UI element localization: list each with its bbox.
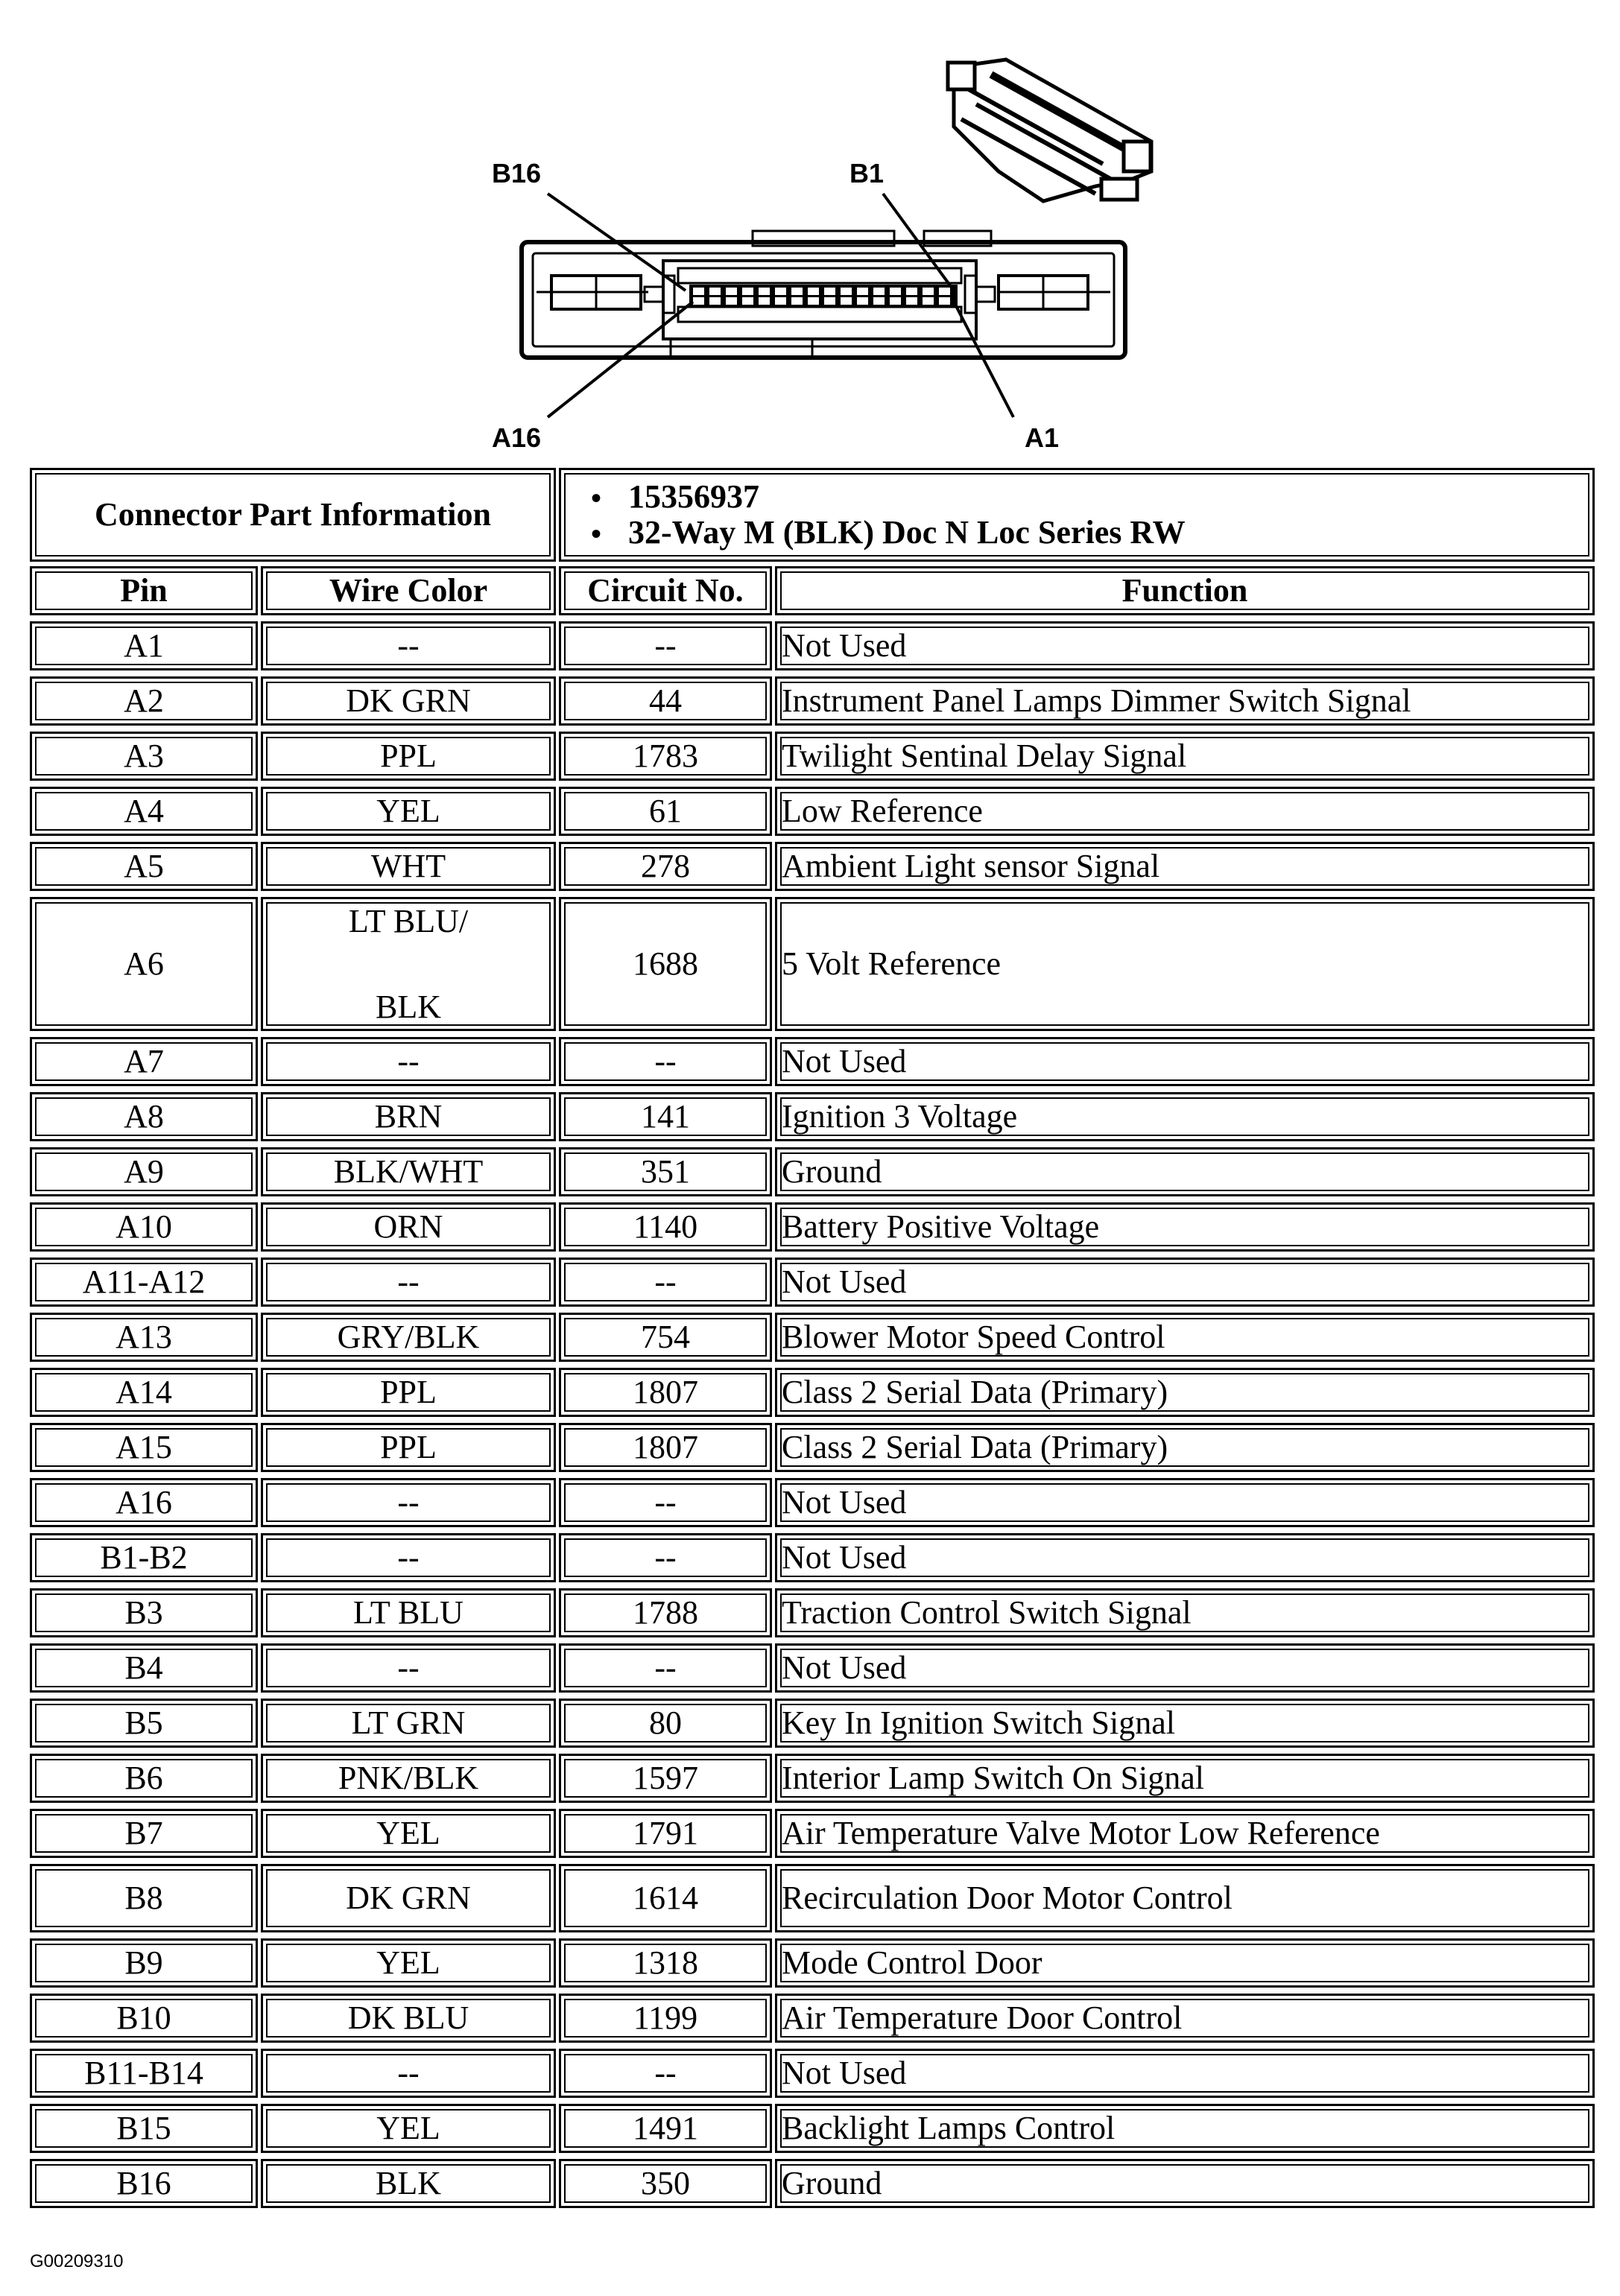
cell-function: [775, 732, 1595, 781]
row-circuit-text: 141: [641, 1097, 690, 1135]
row-wire-text: --: [397, 2054, 420, 2091]
cell-wire: [261, 676, 556, 726]
row-wire-text: DK GRN: [346, 1879, 471, 1916]
row-function-text: Class 2 Serial Data (Primary): [782, 1428, 1168, 1465]
cell-pin: [30, 1092, 258, 1141]
cell-circuit: [559, 1478, 772, 1527]
cell-wire: [261, 1423, 556, 1472]
cell-pin: [30, 2104, 258, 2153]
cell-function: [775, 1258, 1595, 1307]
cell-wire: [261, 1478, 556, 1527]
row-circuit-text: 350: [641, 2164, 690, 2201]
cell-circuit: [559, 1864, 772, 1932]
row-pin-text: A3: [124, 737, 164, 774]
cell-wire: [261, 842, 556, 891]
row-pin-text: B3: [124, 1593, 163, 1631]
connector-info-label-cell: [30, 468, 556, 562]
row-wire-text: YEL: [376, 1944, 440, 1981]
cell-pin: [30, 1643, 258, 1693]
row-circuit-text: --: [654, 2054, 677, 2091]
cell-circuit: [559, 1092, 772, 1141]
cell-circuit: [559, 1643, 772, 1693]
row-circuit-text: 1491: [633, 2109, 698, 2146]
cell-pin: [30, 1938, 258, 1988]
row-circuit-text: 80: [649, 1704, 682, 1741]
cell-pin: [30, 1037, 258, 1086]
row-wire-text: --: [397, 1538, 420, 1576]
cell-circuit: [559, 1809, 772, 1858]
cell-pin: [30, 2159, 258, 2208]
row-circuit-text: 1318: [633, 1944, 698, 1981]
cell-circuit: [559, 1533, 772, 1582]
row-circuit-text: 1614: [633, 1879, 698, 1916]
cell-wire: [261, 621, 556, 670]
cell-function: [775, 1092, 1595, 1141]
row-pin-text: A16: [116, 1483, 172, 1520]
cell-wire: [261, 1754, 556, 1803]
row-wire-text: YEL: [376, 792, 440, 829]
cell-function: [775, 1643, 1595, 1693]
row-circuit-text: --: [654, 1483, 677, 1520]
row-pin-text: A13: [116, 1318, 172, 1355]
cell-pin: [30, 1533, 258, 1582]
row-pin-text: A6: [124, 945, 164, 982]
row-pin-text: B8: [124, 1879, 163, 1916]
row-circuit-text: --: [654, 1649, 677, 1686]
row-pin-text: A2: [124, 682, 164, 719]
cell-circuit: [559, 676, 772, 726]
cell-wire: [261, 1643, 556, 1693]
cell-wire: [261, 787, 556, 836]
row-circuit-text: 754: [641, 1318, 690, 1355]
row-pin-text: B10: [116, 1999, 171, 2036]
row-circuit-text: 1597: [633, 1759, 698, 1796]
cell-circuit: [559, 1938, 772, 1988]
cell-function: [775, 2049, 1595, 2098]
row-pin-text: B5: [124, 1704, 163, 1741]
row-pin-text: B16: [116, 2164, 171, 2201]
row-pin-text: A11-A12: [82, 1263, 206, 1300]
cell-pin: [30, 1368, 258, 1417]
row-circuit-text: --: [654, 627, 677, 664]
row-function-text: Ambient Light sensor Signal: [782, 847, 1160, 884]
column-header-circuit: Circuit No.: [587, 571, 744, 609]
cell-function: [775, 1938, 1595, 1988]
row-function-text: Traction Control Switch Signal: [782, 1593, 1192, 1631]
row-function-text: Not Used: [782, 1649, 907, 1686]
row-circuit-text: 278: [641, 847, 690, 884]
connector-info-values-cell: [559, 468, 1595, 562]
row-function-text: Class 2 Serial Data (Primary): [782, 1373, 1168, 1410]
connector-drawing: [477, 45, 1192, 462]
cell-circuit: [559, 897, 772, 1031]
row-circuit-text: 1807: [633, 1428, 698, 1465]
row-function-text: Low Reference: [782, 792, 983, 829]
label-b16: B16: [492, 158, 542, 188]
cell-pin: [30, 1994, 258, 2043]
cell-function: [775, 1994, 1595, 2043]
row-pin-text: A1: [124, 627, 164, 664]
cell-function: [775, 1588, 1595, 1637]
row-wire-text: DK GRN: [346, 682, 471, 719]
cell-wire: [261, 1533, 556, 1582]
row-circuit-text: 1788: [633, 1593, 698, 1631]
row-circuit-text: 1688: [633, 945, 698, 982]
row-circuit-text: 1783: [633, 737, 698, 774]
label-a1: A1: [1025, 422, 1060, 453]
cell-circuit: [559, 732, 772, 781]
cell-circuit: [559, 1588, 772, 1637]
cell-function: [775, 1809, 1595, 1858]
cell-function: [775, 1864, 1595, 1932]
cell-circuit: [559, 842, 772, 891]
row-wire-text: LT BLU/ BLK: [348, 903, 469, 1025]
connector-description: 32-Way M (BLK) Doc N Loc Series RW: [628, 514, 1186, 551]
row-wire-text: ORN: [373, 1208, 443, 1245]
row-wire-text: --: [397, 627, 420, 664]
column-header-wire: Wire Color: [329, 571, 488, 609]
cell-wire: [261, 2104, 556, 2153]
cell-function: [775, 787, 1595, 836]
cell-wire: [261, 1202, 556, 1252]
cell-function: [775, 621, 1595, 670]
cell-circuit: [559, 2159, 772, 2208]
cell-function: [775, 1533, 1595, 1582]
row-circuit-text: 1791: [633, 1814, 698, 1851]
cell-function: [775, 1147, 1595, 1196]
row-wire-text: DK BLU: [347, 1999, 469, 2036]
header-circuit: [559, 566, 772, 615]
cell-pin: [30, 1423, 258, 1472]
cell-pin: [30, 2049, 258, 2098]
cell-pin: [30, 1699, 258, 1748]
cell-function: [775, 2159, 1595, 2208]
cell-function: [775, 1037, 1595, 1086]
cell-function: [775, 1313, 1595, 1362]
figure-id: G00209310: [30, 2251, 124, 2271]
row-wire-text: --: [397, 1042, 420, 1079]
row-pin-text: A5: [124, 847, 164, 884]
cell-wire: [261, 1147, 556, 1196]
cell-function: [775, 1423, 1595, 1472]
cell-wire: [261, 2159, 556, 2208]
row-pin-text: B7: [124, 1814, 163, 1851]
header-function: [775, 566, 1595, 615]
cell-pin: [30, 787, 258, 836]
row-wire-text: WHT: [370, 847, 446, 884]
row-wire-text: LT GRN: [351, 1704, 466, 1741]
row-wire-text: PPL: [380, 737, 437, 774]
cell-function: [775, 1368, 1595, 1417]
cell-function: [775, 1699, 1595, 1748]
row-pin-text: B1-B2: [100, 1538, 188, 1576]
cell-pin: [30, 732, 258, 781]
cell-wire: [261, 1092, 556, 1141]
column-header-function: Function: [1121, 571, 1248, 609]
row-function-text: Recirculation Door Motor Control: [782, 1879, 1233, 1916]
row-function-text: Key In Ignition Switch Signal: [782, 1704, 1175, 1741]
cell-circuit: [559, 1313, 772, 1362]
cell-pin: [30, 1258, 258, 1307]
row-wire-text: --: [397, 1649, 420, 1686]
row-function-text: Twilight Sentinal Delay Signal: [782, 737, 1187, 774]
row-wire-text: PNK/BLK: [338, 1759, 479, 1796]
cell-circuit: [559, 2104, 772, 2153]
row-circuit-text: --: [654, 1263, 677, 1300]
row-wire-text: LT BLU: [353, 1593, 463, 1631]
cell-circuit: [559, 1423, 772, 1472]
row-circuit-text: 1807: [633, 1373, 698, 1410]
cell-pin: [30, 621, 258, 670]
cell-pin: [30, 1754, 258, 1803]
cell-wire: [261, 1313, 556, 1362]
cell-wire: [261, 1588, 556, 1637]
row-function-text: Not Used: [782, 2054, 907, 2091]
row-circuit-text: 1140: [633, 1208, 698, 1245]
cell-function: [775, 897, 1595, 1031]
cell-pin: [30, 676, 258, 726]
cell-pin: [30, 1478, 258, 1527]
row-circuit-text: 61: [649, 792, 682, 829]
cell-function: [775, 1202, 1595, 1252]
row-pin-text: A7: [124, 1042, 164, 1079]
cell-circuit: [559, 1368, 772, 1417]
row-circuit-text: 1199: [633, 1999, 698, 2036]
cell-wire: [261, 897, 556, 1031]
cell-wire: [261, 1258, 556, 1307]
row-wire-text: BRN: [374, 1097, 443, 1135]
row-function-text: Air Temperature Valve Motor Low Reference: [782, 1814, 1380, 1851]
row-function-text: Not Used: [782, 627, 907, 664]
row-circuit-text: 351: [641, 1152, 690, 1190]
row-wire-text: YEL: [376, 2109, 440, 2146]
row-function-text: Air Temperature Door Control: [782, 1999, 1183, 2036]
cell-pin: [30, 1809, 258, 1858]
connector-info-label: Connector Part Information: [95, 495, 491, 533]
cell-wire: [261, 2049, 556, 2098]
row-function-text: Instrument Panel Lamps Dimmer Switch Signal: [782, 682, 1411, 719]
cell-circuit: [559, 787, 772, 836]
row-pin-text: A4: [124, 792, 164, 829]
label-a16: A16: [492, 422, 542, 453]
row-wire-text: --: [397, 1483, 420, 1520]
row-pin-text: B4: [124, 1649, 163, 1686]
part-number: 15356937: [628, 478, 759, 515]
row-circuit-text: --: [654, 1042, 677, 1079]
row-pin-text: B6: [124, 1759, 163, 1796]
row-function-text: Backlight Lamps Control: [782, 2109, 1116, 2146]
cell-circuit: [559, 621, 772, 670]
row-circuit-text: --: [654, 1538, 677, 1576]
row-function-text: 5 Volt Reference: [782, 945, 1002, 982]
row-pin-text: B11-B14: [84, 2054, 203, 2091]
cell-circuit: [559, 1202, 772, 1252]
row-function-text: Not Used: [782, 1483, 907, 1520]
row-function-text: Mode Control Door: [782, 1944, 1042, 1981]
cell-circuit: [559, 1754, 772, 1803]
connector-diagram: [477, 45, 1192, 462]
row-function-text: Ground: [782, 2164, 882, 2201]
cell-circuit: [559, 1699, 772, 1748]
cell-circuit: [559, 1258, 772, 1307]
connector-perspective-icon: [948, 60, 1151, 201]
row-wire-text: --: [397, 1263, 420, 1300]
row-circuit-text: 44: [649, 682, 682, 719]
row-wire-text: YEL: [376, 1814, 440, 1851]
row-pin-text: B9: [124, 1944, 163, 1981]
row-function-text: Not Used: [782, 1538, 907, 1576]
cell-function: [775, 676, 1595, 726]
cell-pin: [30, 1202, 258, 1252]
cell-wire: [261, 732, 556, 781]
cell-wire: [261, 1864, 556, 1932]
cell-pin: [30, 1147, 258, 1196]
header-wire: [261, 566, 556, 615]
cell-pin: [30, 1588, 258, 1637]
cell-circuit: [559, 2049, 772, 2098]
row-pin-text: A10: [116, 1208, 172, 1245]
cell-circuit: [559, 1147, 772, 1196]
row-pin-text: A14: [116, 1373, 172, 1410]
row-function-text: Ground: [782, 1152, 882, 1190]
cell-wire: [261, 1368, 556, 1417]
row-wire-text: PPL: [380, 1373, 437, 1410]
cell-wire: [261, 1994, 556, 2043]
cell-wire: [261, 1809, 556, 1858]
row-wire-text: PPL: [380, 1428, 437, 1465]
cell-wire: [261, 1699, 556, 1748]
cell-pin: [30, 842, 258, 891]
cell-pin: [30, 897, 258, 1031]
row-function-text: Blower Motor Speed Control: [782, 1318, 1165, 1355]
cell-circuit: [559, 1037, 772, 1086]
cell-wire: [261, 1037, 556, 1086]
cell-function: [775, 2104, 1595, 2153]
cell-function: [775, 842, 1595, 891]
row-function-text: Interior Lamp Switch On Signal: [782, 1759, 1205, 1796]
row-wire-text: GRY/BLK: [337, 1318, 480, 1355]
row-function-text: Not Used: [782, 1042, 907, 1079]
row-function-text: Ignition 3 Voltage: [782, 1097, 1018, 1135]
row-function-text: Battery Positive Voltage: [782, 1208, 1100, 1245]
row-wire-text: BLK/WHT: [333, 1152, 484, 1190]
cell-circuit: [559, 1994, 772, 2043]
column-header-pin: Pin: [120, 571, 168, 609]
cell-function: [775, 1754, 1595, 1803]
cell-pin: [30, 1864, 258, 1932]
row-pin-text: A15: [116, 1428, 172, 1465]
row-function-text: Not Used: [782, 1263, 907, 1300]
row-pin-text: A9: [124, 1152, 164, 1190]
row-wire-text: BLK: [376, 2164, 441, 2201]
row-pin-text: B15: [116, 2109, 171, 2146]
label-b1: B1: [849, 158, 885, 188]
cell-function: [775, 1478, 1595, 1527]
row-pin-text: A8: [124, 1097, 164, 1135]
cell-pin: [30, 1313, 258, 1362]
cell-wire: [261, 1938, 556, 1988]
header-pin: [30, 566, 258, 615]
